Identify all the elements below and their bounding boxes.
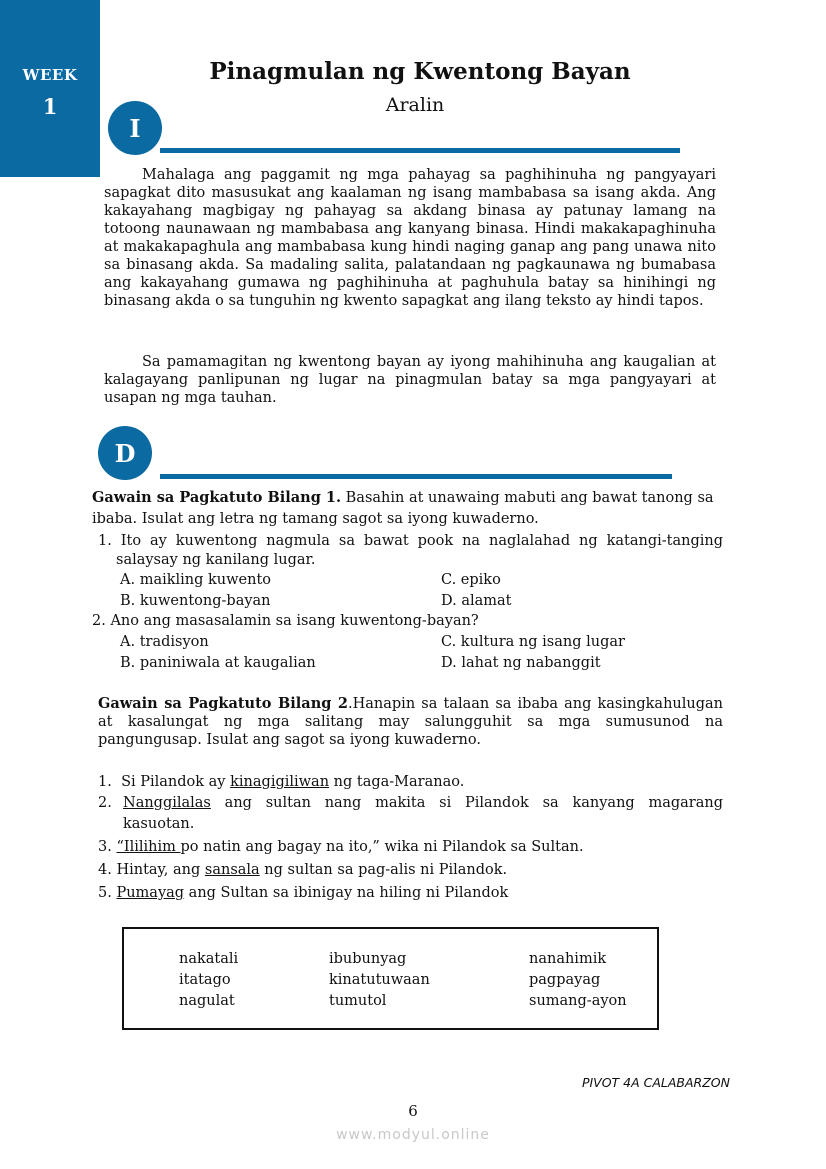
q2-option-b: B. paniniwala at kaugalian xyxy=(120,655,316,671)
section-i-divider xyxy=(160,148,680,153)
underlined-word: sansala xyxy=(204,862,260,878)
q1-option-a: A. maikling kuwento xyxy=(120,572,272,588)
section-d-marker: D xyxy=(98,426,152,480)
word-bank-item: itatago xyxy=(179,972,231,988)
section-d-divider xyxy=(160,474,672,479)
underlined-word: “Ililihim xyxy=(116,839,181,855)
word-bank-item: sumang-ayon xyxy=(529,993,627,1009)
activity-1-instruction: Gawain sa Pagkatuto Bilang 1. Basahin at unawaing mabuti ang bawat tanong sa ibaba. Isulat ang letra ng tamang sagot sa iyong kuwaderno. xyxy=(92,489,714,527)
sentence-2-cont: kasuotan. xyxy=(123,816,195,832)
question-2: 2. Ano ang masasalamin sa isang kuwentong-bayan? xyxy=(92,613,479,629)
activity-2-heading: Gawain sa Pagkatuto Bilang 2 xyxy=(98,695,349,712)
q1-option-d: D. alamat xyxy=(441,593,512,609)
word-bank xyxy=(122,927,659,1030)
sentence-4: 4. Hintay, ang sansala ng sultan sa pag-alis ni Pilandok. xyxy=(98,862,508,878)
page-subtitle: Aralin xyxy=(385,94,445,116)
section-i-marker: I xyxy=(108,101,162,155)
underlined-word: Nanggilalas xyxy=(123,795,211,811)
intro-paragraph-1: Mahalaga ang paggamit ng mga pahayag sa paghihinuha ng pangyayari sapagkat dito masusukat ang kaalaman ng isang mambabasa sa isang akda. Ang kakayahang magbigay ng pahayag sa akdang binasa ay patunay lamang na totoong naunawaan ng mambabasa ang kanyang binasa. Hindi makakapaghinuha at makakapaghula ang mambabasa kung hindi naging ganap ang pang unawa nito sa binasang akda. Sa madaling salita, palatandaan ng pagkaunawa ng bumabasa ang kakayahang gumawa ng paghihinuha at paghuhula batay sa hinihingi ng binasang akda o sa tunguhin ng kwento sapagkat ang ilang teksto ay hindi tapos. xyxy=(104,167,716,309)
page-title: Pinagmulan ng Kwentong Bayan xyxy=(209,58,631,85)
sentence-2: Nanggilalas ang sultan nang makita si Pilandok sa kanyang magarang xyxy=(123,795,723,811)
question-1: 1. Ito ay kuwentong nagmula sa bawat pook na naglalahad ng katangi-tanging xyxy=(98,533,723,549)
sentence-1: 1. Si Pilandok ay kinagigiliwan ng taga-Maranao. xyxy=(98,774,465,790)
word-bank-item: kinatutuwaan xyxy=(329,972,430,988)
footer-region: PIVOT 4A CALABARZON xyxy=(581,1075,730,1090)
word-bank-item: nagulat xyxy=(179,993,235,1009)
word-bank-item: nanahimik xyxy=(529,951,607,967)
q2-option-c: C. kultura ng isang lugar xyxy=(441,634,625,650)
page-number: 6 xyxy=(408,1102,418,1120)
sentence-5: 5. Pumayag ang Sultan sa ibinigay na hiling ni Pilandok xyxy=(98,885,509,901)
activity-1-heading: Gawain sa Pagkatuto Bilang 1. xyxy=(92,489,342,506)
intro-paragraph-2: Sa pamamagitan ng kwentong bayan ay iyong mahihinuha ang kaugalian at kalagayang panlipunan ng lugar na pinagmulan batay sa mga pangyayari at usapan ng mga tauhan. xyxy=(104,354,716,406)
watermark: www.modyul.online xyxy=(336,1127,490,1143)
underlined-word: kinagigiliwan xyxy=(230,774,330,790)
question-1-cont: salaysay ng kanilang lugar. xyxy=(116,552,316,568)
word-bank-item: tumutol xyxy=(329,993,387,1009)
q2-option-d: D. lahat ng nabanggit xyxy=(441,655,601,671)
word-bank-item: nakatali xyxy=(179,951,239,967)
activity-2-instruction: Gawain sa Pagkatuto Bilang 2.Hanapin sa talaan sa ibaba ang kasingkahulugan at kasalungat ng mga salitang may salungguhit sa mga sumusunod na pangungusap. Isulat ang sagot sa iyong kuwaderno. xyxy=(98,695,723,748)
word-bank-item: pagpayag xyxy=(529,972,601,988)
week-number: 1 xyxy=(42,94,58,119)
q1-option-b: B. kuwentong-bayan xyxy=(120,593,271,609)
underlined-word: Pumayag xyxy=(116,885,185,901)
sentence-2-number: 2. xyxy=(98,795,112,811)
q1-option-c: C. epiko xyxy=(441,572,501,588)
word-bank-item: ibubunyag xyxy=(329,951,407,967)
week-badge xyxy=(0,0,100,177)
sentence-3: 3. “Ililihim po natin ang bagay na ito,” wika ni Pilandok sa Sultan. xyxy=(98,839,584,855)
week-label: WEEK xyxy=(22,66,78,84)
q2-option-a: A. tradisyon xyxy=(120,634,209,650)
